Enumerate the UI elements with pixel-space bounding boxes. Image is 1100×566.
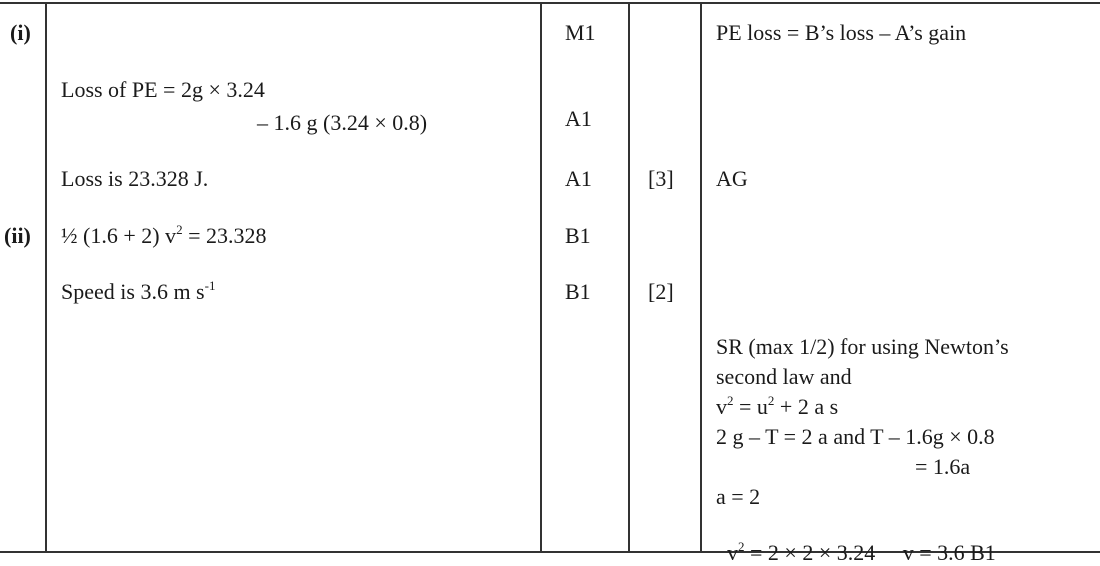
guidance-sr-line-5: = 1.6a (915, 454, 971, 479)
total-part-ii: [2] (648, 279, 674, 304)
sr-eq-end: + 2 a s (774, 394, 839, 419)
sr-line7-rest: = 2 × 2 × 3.24 v = 3.6 B1 (744, 540, 996, 565)
mark-a1-first: A1 (565, 106, 592, 131)
sr-eq-mid: = u (733, 394, 768, 419)
pe-loss-line-2: – 1.6 g (3.24 × 0.8) (257, 110, 428, 135)
total-part-i: [3] (648, 166, 674, 191)
sr-u-exp: 2 (767, 393, 775, 408)
guidance-sr-line-3 (716, 394, 838, 420)
kinetic-energy-equation (61, 223, 266, 249)
mark-b1-first: B1 (565, 223, 591, 248)
pe-loss-result: Loss is 23.328 J. (61, 166, 209, 191)
guidance-pe-note: PE loss = B’s loss – A’s gain (716, 20, 967, 45)
sr-v: v (716, 394, 727, 419)
pe-loss-line-1: Loss of PE = 2g × 3.24 (61, 77, 265, 102)
column-divider-working (540, 2, 542, 552)
sr-v-exp: 2 (727, 393, 734, 408)
speed-exponent: -1 (204, 278, 216, 293)
part-i-label: (i) (10, 20, 31, 45)
column-divider-marks (628, 2, 630, 552)
mark-m1: M1 (565, 20, 596, 45)
mark-b1-second: B1 (565, 279, 591, 304)
sr-line7-v: v (727, 540, 738, 565)
column-divider-label (45, 2, 47, 552)
speed-result (61, 279, 215, 305)
guidance-sr-line-6: a = 2 (716, 484, 761, 509)
table-top-border (0, 2, 1100, 4)
guidance-sr-line-2: second law and (716, 364, 852, 389)
speed-prefix: Speed is 3.6 m s (61, 279, 205, 304)
sr-line7-exp: 2 (738, 539, 745, 554)
ke-eq-prefix: ½ (1.6 + 2) v (61, 223, 177, 248)
mark-a1-second: A1 (565, 166, 592, 191)
ke-eq-exponent: 2 (176, 222, 183, 237)
ke-eq-suffix: = 23.328 (182, 223, 267, 248)
guidance-ag: AG (716, 166, 748, 191)
guidance-sr-line-4: 2 g – T = 2 a and T – 1.6g × 0.8 (716, 424, 995, 449)
guidance-sr-line-7 (716, 514, 996, 566)
guidance-sr-line-1: SR (max 1/2) for using Newton’s (716, 334, 1009, 359)
part-ii-label: (ii) (4, 223, 31, 248)
column-divider-totals (700, 2, 702, 552)
